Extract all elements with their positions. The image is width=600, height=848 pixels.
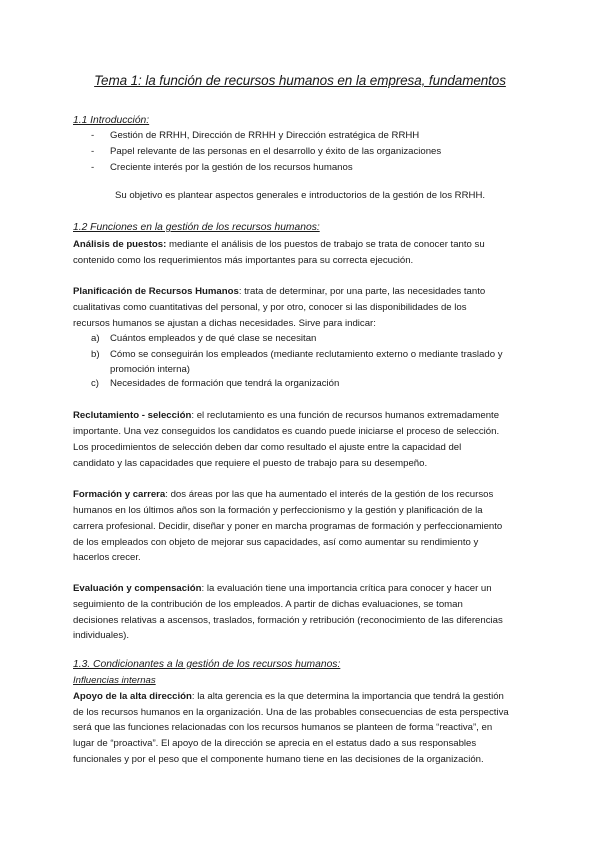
section-heading-funciones: 1.2 Funciones en la gestión de los recursos humanos: [73, 222, 320, 233]
paragraph-text: mediante el análisis de los puestos de trabajo se trata de conocer tanto su [166, 239, 485, 250]
paragraph-line: recursos humanos se ajustan a dichas necesidades. Sirve para indicar: [73, 318, 376, 329]
paragraph-line: cualitativas como cuantitativas del personal, y por otro, conocer si las disponibilidades de los [73, 302, 467, 313]
bullet-item: Papel relevante de las personas en el desarrollo y éxito de las organizaciones [110, 146, 442, 157]
paragraph-line: de los recursos humanos en la organización. Una de las probables consecuencias de esta perspectiva [73, 707, 509, 718]
bullet-dash: - [91, 130, 95, 141]
section-heading-introduccion: 1.1 Introducción: [73, 115, 150, 126]
list-marker: c) [91, 378, 99, 389]
subheading-influencias-internas: Influencias internas [73, 675, 156, 686]
term-formacion: Formación y carrera [73, 489, 166, 500]
list-marker: b) [91, 349, 100, 360]
paragraph-line [73, 582, 533, 595]
paragraph-text: : trata de determinar, por una parte, las necesidades tanto [238, 286, 486, 297]
paragraph-line [73, 285, 533, 298]
term-planificacion: Planificación de Recursos Humanos [73, 286, 239, 297]
term-evaluacion: Evaluación y compensación [73, 583, 202, 594]
paragraph-line: humanos en los últimos años son la formación y perfeccionismo y la gestión y planificación de la [73, 505, 483, 516]
paragraph-line: individuales). [73, 630, 129, 641]
paragraph-text: : la alta gerencia es la que determina la importancia que tendrá la gestión [191, 691, 504, 702]
paragraph-line: funcionales y por el peso que el componente humano tiene en las decisiones de la organización. [73, 754, 484, 765]
paragraph-line: candidato y las capacidades que requiere el puesto de trabajo para su desempeño. [73, 458, 428, 469]
paragraph-line: contenido como los requerimientos más importantes para su correcta ejecución. [73, 255, 414, 266]
paragraph-line: será que las funciones relacionadas con los recursos humanos se planteen de forma “reactiva”, en [73, 722, 493, 733]
paragraph-line [73, 690, 533, 703]
list-item: Cuántos empleados y de qué clase se necesitan [110, 333, 317, 344]
paragraph-line: carrera profesional. Decidir, diseñar y poner en marcha programas de formación y perfeccionamiento [73, 521, 503, 532]
paragraph-line: hacerlos crecer. [73, 552, 141, 563]
list-item: Cómo se conseguirán los empleados (mediante reclutamiento externo o mediante traslado y [110, 349, 503, 360]
bullet-item: Creciente interés por la gestión de los recursos humanos [110, 162, 353, 173]
bullet-dash: - [91, 162, 95, 173]
list-item: Necesidades de formación que tendrá la organización [110, 378, 340, 389]
list-item-continuation: promoción interna) [110, 364, 190, 375]
paragraph-line: lugar de “proactiva”. El apoyo de la dirección se aprecia en el estatus dado a sus responsables [73, 738, 477, 749]
term-apoyo: Apoyo de la alta dirección [73, 691, 192, 702]
paragraph-text: : dos áreas por las que ha aumentado el interés de la gestión de los recursos [165, 489, 494, 500]
bullet-item: Gestión de RRHH, Dirección de RRHH y Dirección estratégica de RRHH [110, 130, 420, 141]
paragraph-line: importante. Una vez conseguidos los candidatos es cuando puede iniciarse el proceso de selección. [73, 426, 500, 437]
term-reclutamiento: Reclutamiento - selección [73, 410, 192, 421]
document-title: Tema 1: la función de recursos humanos en la empresa, fundamentos [94, 73, 506, 88]
paragraph-line: seguimiento de la contribución de los empleados. A partir de dichas evaluaciones, se toman [73, 599, 463, 610]
bullet-dash: - [91, 146, 95, 157]
term-analisis: Análisis de puestos: [73, 239, 167, 250]
paragraph-line [73, 409, 533, 422]
paragraph-text: : la evaluación tiene una importancia crítica para conocer y hacer un [201, 583, 492, 594]
paragraph-line: decisiones relativas a ascensos, traslados, formación y retribución (reconocimiento de las diferencias [73, 615, 503, 626]
paragraph-line [73, 488, 533, 501]
paragraph-line [73, 238, 533, 251]
objective-text: Su objetivo es plantear aspectos generales e introductorios de la gestión de los RRHH. [114, 190, 486, 201]
paragraph-text: : el reclutamiento es una función de recursos humanos extremadamente [191, 410, 500, 421]
paragraph-line: Los procedimientos de selección deben dar como resultado el ajuste entre la capacidad del [73, 442, 462, 453]
list-marker: a) [91, 333, 100, 344]
section-heading-condicionantes: 1.3. Condicionantes a la gestión de los recursos humanos: [73, 659, 341, 670]
paragraph-line: de los empleados con objeto de mejorar sus capacidades, así como aumentar su rendimiento y [73, 537, 479, 548]
